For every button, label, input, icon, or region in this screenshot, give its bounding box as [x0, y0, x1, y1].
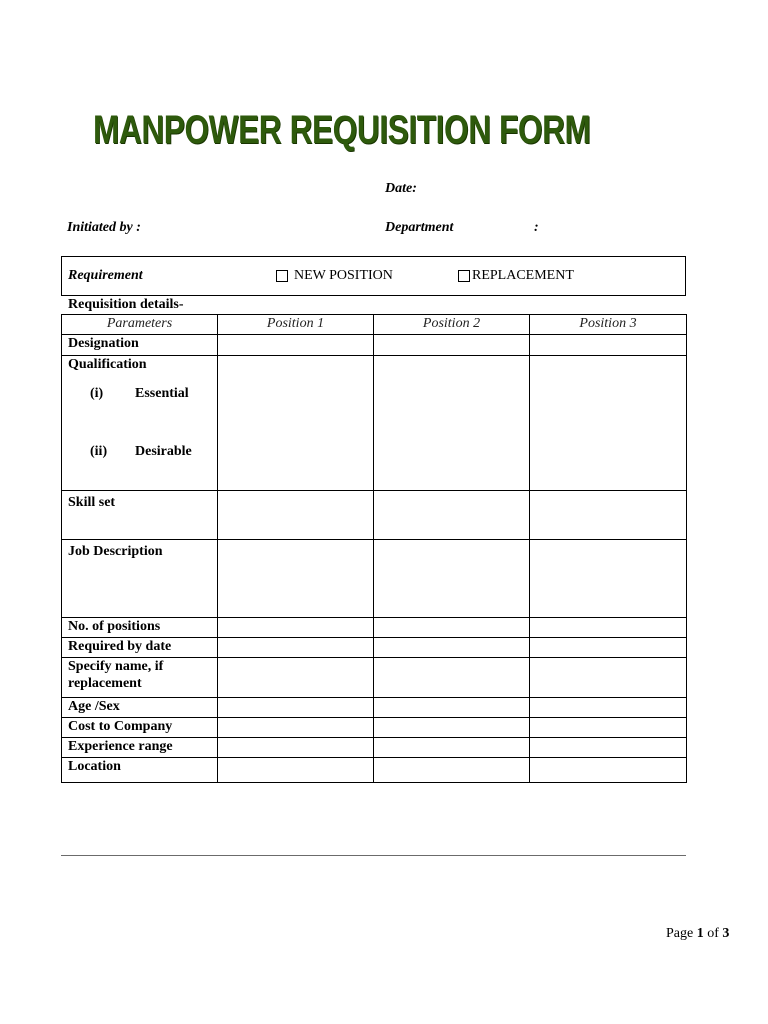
- row-label-specify-name: Specify name, if replacement: [62, 658, 218, 698]
- header-parameters: Parameters: [62, 315, 218, 335]
- desirable-number: (ii): [90, 444, 108, 459]
- table-row: [62, 540, 687, 618]
- row-label-location: Location: [62, 758, 218, 783]
- essential-item: [90, 385, 211, 402]
- header-position-2: Position 2: [374, 315, 530, 335]
- cell-input[interactable]: [530, 638, 687, 658]
- requisition-details-label: Requisition details-: [68, 297, 184, 312]
- table-header-row: [62, 315, 687, 335]
- replacement-label: REPLACEMENT: [472, 268, 574, 283]
- cell-input[interactable]: [374, 491, 530, 540]
- row-label-no-positions: No. of positions: [62, 618, 218, 638]
- cell-input[interactable]: [218, 638, 374, 658]
- replacement-option[interactable]: [458, 268, 574, 284]
- of-word: of: [707, 926, 719, 941]
- table-row: [62, 356, 687, 491]
- table-row: [62, 335, 687, 356]
- cell-input[interactable]: [218, 718, 374, 738]
- cell-input[interactable]: [218, 658, 374, 698]
- row-label-skill-set: Skill set: [62, 491, 218, 540]
- cell-input[interactable]: [374, 356, 530, 491]
- row-label-age-sex: Age /Sex: [62, 698, 218, 718]
- row-label-required-by: Required by date: [62, 638, 218, 658]
- cell-input[interactable]: [374, 638, 530, 658]
- cell-input[interactable]: [530, 698, 687, 718]
- cell-input[interactable]: [374, 718, 530, 738]
- cell-input[interactable]: [530, 738, 687, 758]
- requirement-box: [61, 256, 686, 296]
- table-row: [62, 758, 687, 783]
- cell-input[interactable]: [530, 658, 687, 698]
- table-row: [62, 738, 687, 758]
- page-current: 1: [696, 926, 704, 941]
- page-word: Page: [666, 926, 694, 941]
- page-total: 3: [722, 926, 730, 941]
- department-label: Department: [385, 220, 454, 235]
- row-label-cost: Cost to Company: [62, 718, 218, 738]
- date-label: Date:: [385, 181, 417, 196]
- new-position-option[interactable]: [276, 268, 393, 284]
- table-row: [62, 618, 687, 638]
- essential-number: (i): [90, 386, 104, 401]
- cell-input[interactable]: [218, 758, 374, 783]
- initiated-by-label: Initiated by :: [67, 220, 141, 235]
- cell-input[interactable]: [218, 335, 374, 356]
- cell-input[interactable]: [530, 718, 687, 738]
- department-colon: :: [534, 220, 539, 235]
- header-position-3: Position 3: [530, 315, 687, 335]
- essential-label: Essential: [135, 386, 189, 401]
- form-title: MANPOWER REQUISITION FORM: [93, 108, 591, 152]
- table-row: [62, 658, 687, 698]
- cell-input[interactable]: [374, 658, 530, 698]
- requirement-label: Requirement: [68, 268, 143, 283]
- desirable-label: Desirable: [135, 444, 192, 459]
- cell-input[interactable]: [530, 618, 687, 638]
- new-position-checkbox[interactable]: [276, 270, 288, 282]
- replacement-checkbox[interactable]: [458, 270, 470, 282]
- cell-input[interactable]: [218, 738, 374, 758]
- row-label-designation: Designation: [62, 335, 218, 356]
- cell-input[interactable]: [530, 335, 687, 356]
- cell-input[interactable]: [530, 540, 687, 618]
- cell-input[interactable]: [530, 491, 687, 540]
- header-position-1: Position 1: [218, 315, 374, 335]
- cell-input[interactable]: [374, 698, 530, 718]
- row-label-job-description: Job Description: [62, 540, 218, 618]
- cell-input[interactable]: [374, 618, 530, 638]
- footer-divider: [61, 855, 686, 856]
- cell-input[interactable]: [374, 540, 530, 618]
- new-position-label: NEW POSITION: [294, 268, 393, 283]
- cell-input[interactable]: [530, 356, 687, 491]
- requisition-table: [61, 314, 687, 783]
- table-row: [62, 718, 687, 738]
- cell-input[interactable]: [374, 335, 530, 356]
- row-label-qualification: [62, 356, 218, 491]
- cell-input[interactable]: [374, 738, 530, 758]
- row-label-experience: Experience range: [62, 738, 218, 758]
- page-indicator: [666, 926, 729, 942]
- table-row: [62, 698, 687, 718]
- desirable-item: [90, 443, 211, 460]
- cell-input[interactable]: [218, 540, 374, 618]
- cell-input[interactable]: [530, 758, 687, 783]
- cell-input[interactable]: [218, 698, 374, 718]
- table-row: [62, 491, 687, 540]
- qualification-label: Qualification: [68, 357, 147, 372]
- cell-input[interactable]: [218, 356, 374, 491]
- cell-input[interactable]: [218, 491, 374, 540]
- cell-input[interactable]: [218, 618, 374, 638]
- cell-input[interactable]: [374, 758, 530, 783]
- table-row: [62, 638, 687, 658]
